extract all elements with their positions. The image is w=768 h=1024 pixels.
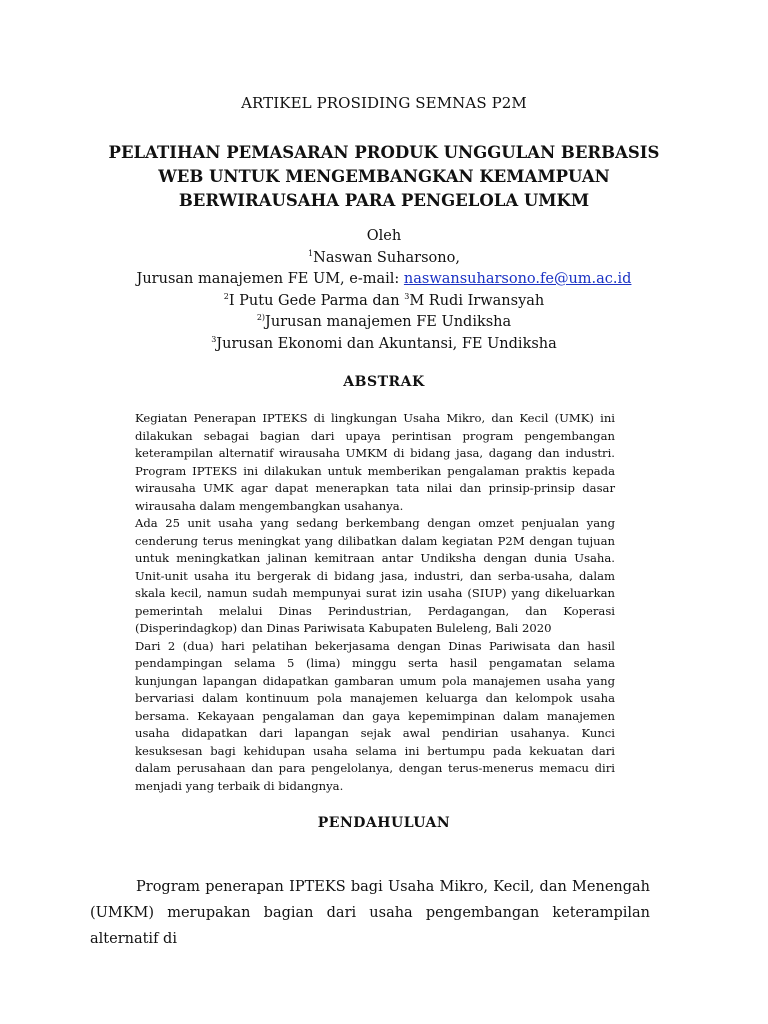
title-line-1: PELATIHAN PEMASARAN PRODUK UNGGULAN BERBASIS <box>108 143 660 162</box>
author-3-name: M Rudi Irwansyah <box>409 292 545 309</box>
authors-2-3 <box>0 291 768 313</box>
author-1 <box>0 248 768 270</box>
affiliation-1-text: Jurusan manajemen FE UM, e-mail: <box>136 271 404 287</box>
author-3-marker: 3 <box>404 291 410 301</box>
author-2-name: I Putu Gede Parma dan <box>228 292 405 309</box>
author-1-affiliation <box>0 269 768 291</box>
title-line-2: WEB UNTUK MENGEMBANGKAN KEMAMPUAN <box>158 167 610 186</box>
author-2-marker: 2 <box>223 291 229 301</box>
abstract-paragraph-1: Kegiatan Penerapan IPTEKS di lingkungan Usaha Mikro, dan Kecil (UMK) ini dilakukan sebagai bagian dari upaya perintisan program pengembangan keterampilan alternatif wirausaha UMKM di bidang jasa, dagang dan industri. Program IPTEKS ini dilakukan untuk memberikan pengalaman praktis kepada wirausaha UMK agar dapat menerapkan tata nilai dan prinsip-prinsip dasar wirausaha dalam mengembangkan usahanya. <box>135 411 615 513</box>
document-title <box>90 141 678 213</box>
abstract-heading: ABSTRAK <box>343 374 425 390</box>
author-1-marker: 1 <box>308 248 314 258</box>
affiliation-2-text: Jurusan manajemen FE Undiksha <box>265 314 512 330</box>
title-line-3: BERWIRAUSAHA PARA PENGELOLA UMKM <box>178 191 590 210</box>
introduction-heading: PENDAHULUAN <box>317 815 451 831</box>
introduction-body <box>90 874 650 952</box>
introduction-paragraph: Program penerapan IPTEKS bagi Usaha Mikro, Kecil, dan Menengah (UMKM) merupakan bagian dari usaha pengembangan keterampilan alternatif di <box>90 879 650 947</box>
affiliation-3-text: Jurusan Ekonomi dan Akuntansi, FE Undiksha <box>216 335 557 352</box>
abstract-paragraph-2: Ada 25 unit usaha yang sedang berkembang dengan omzet penjualan yang cenderung terus meningkat yang dilibatkan dalam kegiatan P2M dengan tujuan untuk meningkatkan jalinan kemitraan antar Undiksha dengan dunia Usaha. Unit-unit usaha itu bergerak di bidang jasa, industri, dan serba-usaha, dalam skala kecil, namun sudah mempunyai surat izin usaha (SIUP) yang dikeluarkan pemerintah melalui Dinas Perindustrian, Perdagangan, dan Koperasi (Disperindagkop) dan Dinas Pariwisata Kabupaten Buleleng, Bali 2020 <box>135 516 615 635</box>
document-header: ARTIKEL PROSIDING SEMNAS P2M <box>241 94 527 112</box>
abstract-body <box>135 410 615 795</box>
email-link[interactable]: naswansuharsono.fe@um.ac.id <box>403 271 632 287</box>
author-block <box>0 226 768 355</box>
byline: Oleh <box>366 228 402 244</box>
affiliation-3-marker: 3 <box>211 334 217 344</box>
affiliation-3 <box>0 334 768 356</box>
abstract-paragraph-3: Dari 2 (dua) hari pelatihan bekerjasama dengan Dinas Pariwisata dan hasil pendampingan selama 5 (lima) minggu serta hasil pengamatan selama kunjungan lapangan didapatkan gambaran umum pola manajemen usaha yang bervariasi dalam kontinuum pola manajemen keluarga dan kelompok usaha bersama. Kekayaan pengalaman dan gaya kepemimpinan dalam manajemen usaha didapatkan dari lapangan sejak awal pendirian usahanya. Kunci kesuksesan bagi kehidupan usaha selama ini bertumpu pada kekuatan dari dalam perusahaan dan para pengelolanya, dengan terus-menerus memacu diri menjadi yang terbaik di bidangnya. <box>135 638 615 793</box>
author-1-name: Naswan Suharsono, <box>313 249 460 266</box>
affiliation-2 <box>0 312 768 334</box>
affiliation-2-marker: 2) <box>256 313 266 322</box>
